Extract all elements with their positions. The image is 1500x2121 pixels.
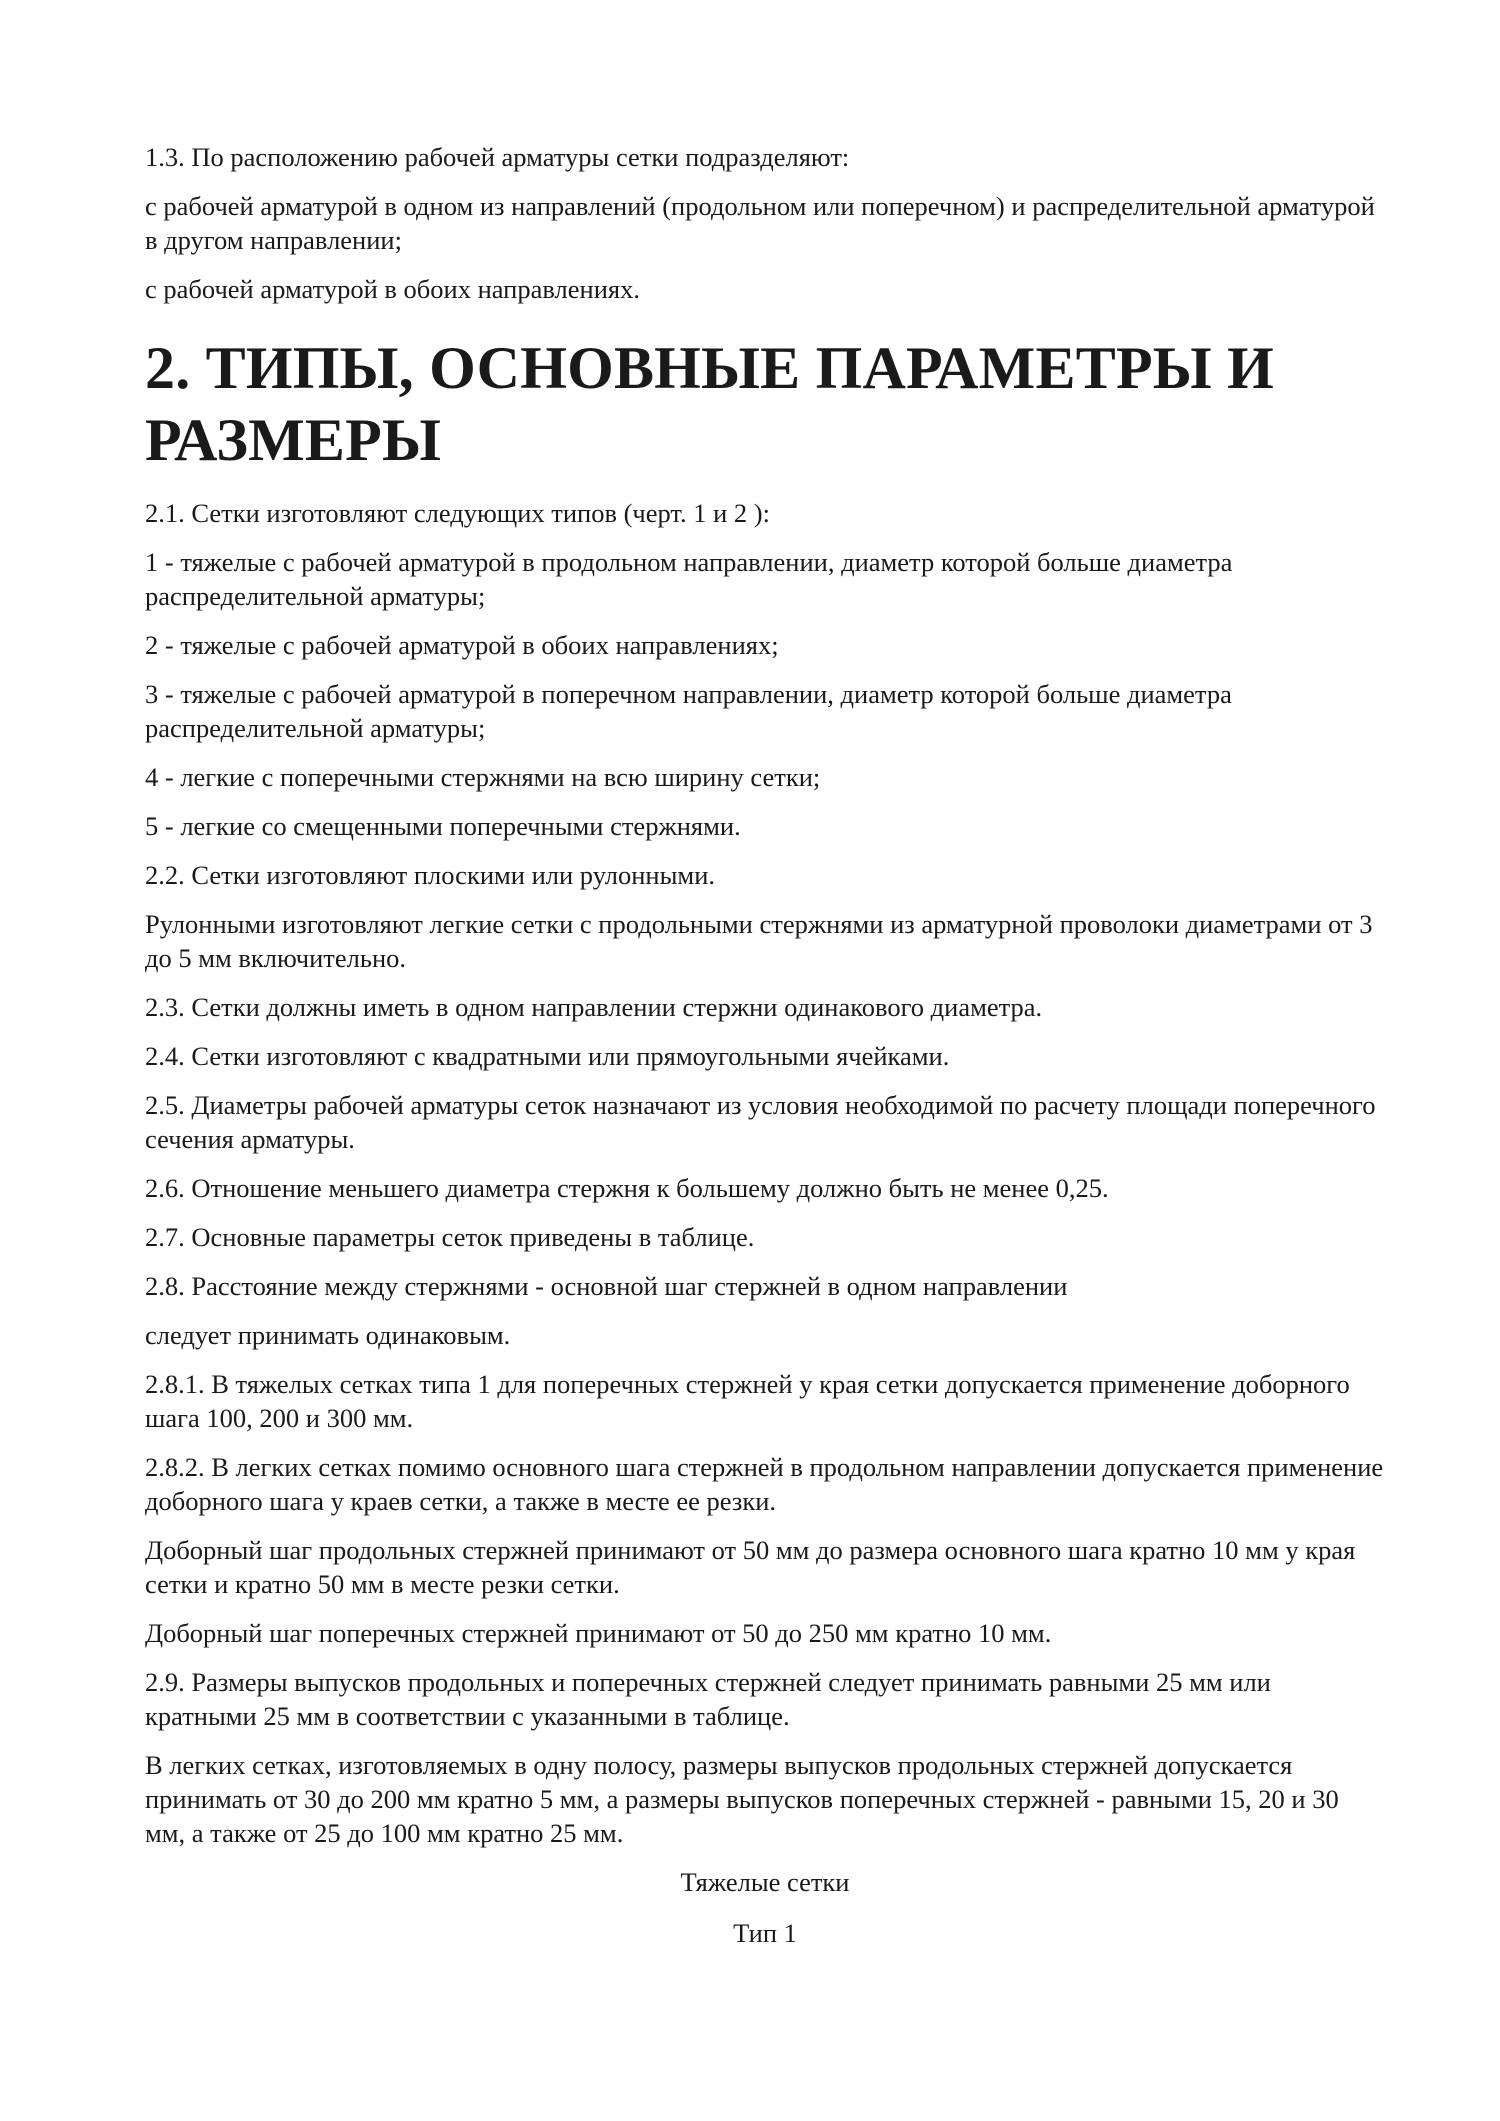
paragraph-2-4: 2.4. Сетки изготовляют с квадратными или прямоугольными ячейками. bbox=[145, 1041, 950, 1071]
paragraph-2-8: 2.8. Расстояние между стержнями - основной шаг стержней в одном направлении bbox=[145, 1271, 1068, 1301]
caption-heavy-meshes: Тяжелые сетки bbox=[680, 1867, 850, 1897]
document-page bbox=[145, 140, 1385, 1967]
paragraph-transverse-step: Доборный шаг поперечных стержней принимают от 50 до 250 мм кратно 10 мм. bbox=[145, 1618, 1052, 1648]
type-5-item: 5 - легкие со смещенными поперечными стержнями. bbox=[145, 811, 741, 841]
paragraph-2-1: 2.1. Сетки изготовляют следующих типов (черт. 1 и 2 ): bbox=[145, 498, 770, 528]
paragraph-light-mesh-outlets: В легких сетках, изготовляемых в одну полосу, размеры выпусков продольных стержней допускается принимать от 30 до 200 мм кратно 5 мм, а размеры выпусков поперечных стержней - равными 15, 20 и 30 мм, а также от 25 до 100 мм кратно 25 мм. bbox=[145, 1750, 1339, 1848]
paragraph-1-3: 1.3. По расположению рабочей арматуры сетки подразделяют: bbox=[145, 142, 850, 172]
paragraph-longitudinal-step: Доборный шаг продольных стержней принимают от 50 мм до размера основного шага кратно 10 мм у края сетки и кратно 50 мм в месте резки сетки. bbox=[145, 1535, 1356, 1599]
paragraph-2-3: 2.3. Сетки должны иметь в одном направлении стержни одинакового диаметра. bbox=[145, 992, 1043, 1022]
type-1-item: 1 - тяжелые с рабочей арматурой в продольном направлении, диаметр которой больше диаметра распределительной арматуры; bbox=[145, 547, 1233, 611]
type-2-item: 2 - тяжелые с рабочей арматурой в обоих направлениях; bbox=[145, 630, 779, 660]
paragraph-2-8-2: 2.8.2. В легких сетках помимо основного шага стержней в продольном направлении допускается применение доборного шага у краев сетки, а также в месте ее резки. bbox=[145, 1452, 1384, 1516]
paragraph-2-7: 2.7. Основные параметры сеток приведены в таблице. bbox=[145, 1222, 755, 1252]
paragraph-2-8-continued: следует принимать одинаковым. bbox=[145, 1320, 511, 1350]
paragraph-2-6: 2.6. Отношение меньшего диаметра стержня к большему должно быть не менее 0,25. bbox=[145, 1173, 1109, 1203]
paragraph-1-3-item-2: с рабочей арматурой в обоих направлениях. bbox=[145, 274, 640, 304]
type-4-item: 4 - легкие с поперечными стержнями на всю ширину сетки; bbox=[145, 762, 821, 792]
section-2-heading: 2. ТИПЫ, ОСНОВНЫЕ ПАРАМЕТРЫ И РАЗМЕРЫ bbox=[145, 335, 1274, 473]
type-3-item: 3 - тяжелые с рабочей арматурой в поперечном направлении, диаметр которой больше диаметра распределительной арматуры; bbox=[145, 679, 1232, 743]
paragraph-2-5: 2.5. Диаметры рабочей арматуры сеток назначают из условия необходимой по расчету площади поперечного сечения арматуры. bbox=[145, 1090, 1376, 1154]
paragraph-2-2: 2.2. Сетки изготовляют плоскими или рулонными. bbox=[145, 860, 715, 890]
paragraph-1-3-item-1: с рабочей арматурой в одном из направлений (продольном или поперечном) и распределительной арматурой в другом направлении; bbox=[145, 191, 1375, 255]
paragraph-2-8-1: 2.8.1. В тяжелых сетках типа 1 для поперечных стержней у края сетки допускается применение доборного шага 100, 200 и 300 мм. bbox=[145, 1369, 1350, 1433]
paragraph-rolled-meshes: Рулонными изготовляют легкие сетки с продольными стержнями из арматурной проволоки диаметрами от 3 до 5 мм включительно. bbox=[145, 909, 1373, 973]
paragraph-2-9: 2.9. Размеры выпусков продольных и поперечных стержней следует принимать равными 25 мм или кратными 25 мм в соответствии с указанными в таблице. bbox=[145, 1667, 1271, 1731]
caption-type-1: Тип 1 bbox=[733, 1918, 797, 1948]
